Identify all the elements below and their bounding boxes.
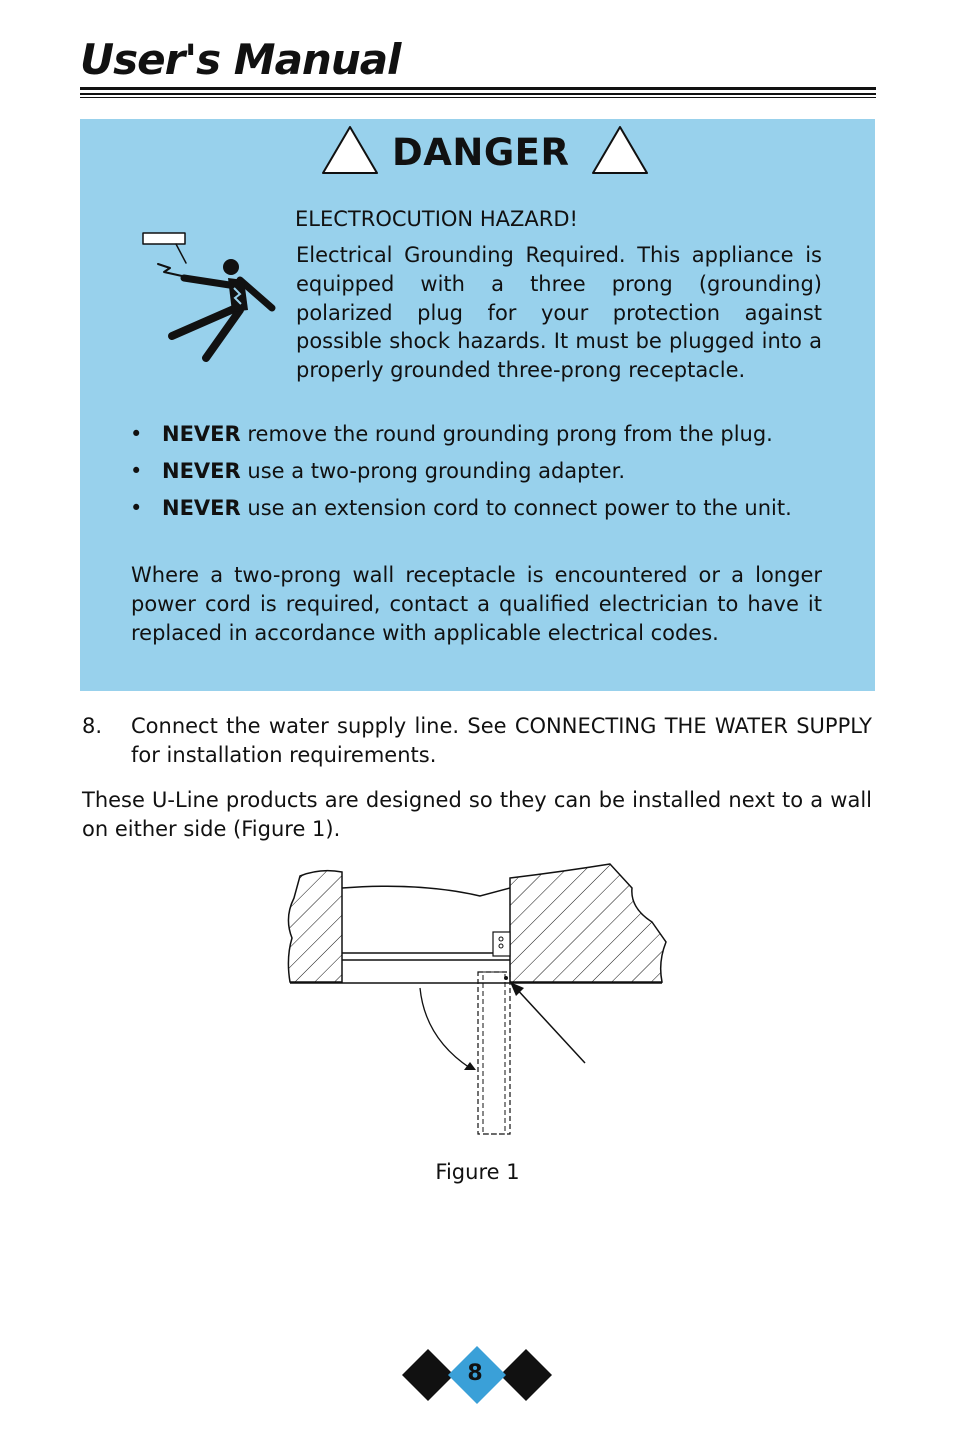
page-header-title: User's Manual — [80, 35, 401, 84]
door-swing-arrow-icon — [464, 1062, 476, 1070]
bullet-emphasis: NEVER — [162, 422, 241, 446]
bullet-text: remove the round grounding prong from the plug. — [240, 422, 773, 446]
bullet-icon: • — [130, 459, 143, 483]
hazard-subheading: ELECTROCUTION HAZARD! — [295, 207, 578, 231]
counter-top-line — [342, 886, 510, 896]
header-rule-middle — [80, 93, 876, 95]
bullet-icon: • — [130, 422, 143, 446]
bullet-emphasis: NEVER — [162, 496, 241, 520]
warning-triangle-right-icon — [590, 124, 650, 176]
header-rule-thin — [80, 97, 876, 98]
figure-caption: Figure 1 — [435, 1160, 520, 1184]
list-item — [130, 420, 822, 449]
warning-triangle-left-icon — [320, 124, 380, 176]
list-item — [130, 494, 822, 523]
bullet-emphasis: NEVER — [162, 459, 241, 483]
page-number: 8 — [467, 1361, 483, 1386]
step-text: Connect the water supply line. See CONNECTING THE WATER SUPPLY for installation requirements. — [131, 714, 872, 767]
figure-1-drawing — [280, 858, 672, 1140]
left-wall-section — [288, 871, 342, 982]
electrician-note: Where a two-prong wall receptacle is encountered or a longer power cord is required, contact a qualified electrician to have it replaced in accordance with applicable electrical codes. — [131, 563, 822, 645]
bullet-icon: • — [130, 496, 143, 520]
open-door-outline — [478, 972, 510, 1134]
right-wall-section — [510, 864, 666, 982]
electrocution-hazard-icon — [140, 228, 280, 363]
hazard-description: Electrical Grounding Required. This appliance is equipped with a three prong (grounding) polarized plug for your protection against possible shock hazards. It must be plugged into a properly grounded three-prong receptacle. — [296, 243, 822, 383]
step-number: 8. — [82, 714, 103, 738]
list-item — [130, 457, 822, 486]
bullet-text: use a two-prong grounding adapter. — [240, 459, 626, 483]
danger-bullet-list — [130, 420, 822, 531]
header-rule-thick — [80, 87, 876, 90]
danger-heading: DANGER — [392, 131, 570, 174]
bullet-text: use an extension cord to connect power to the unit. — [240, 496, 792, 520]
installation-paragraph: These U-Line products are designed so they can be installed next to a wall on either side (Figure 1). — [82, 788, 872, 841]
